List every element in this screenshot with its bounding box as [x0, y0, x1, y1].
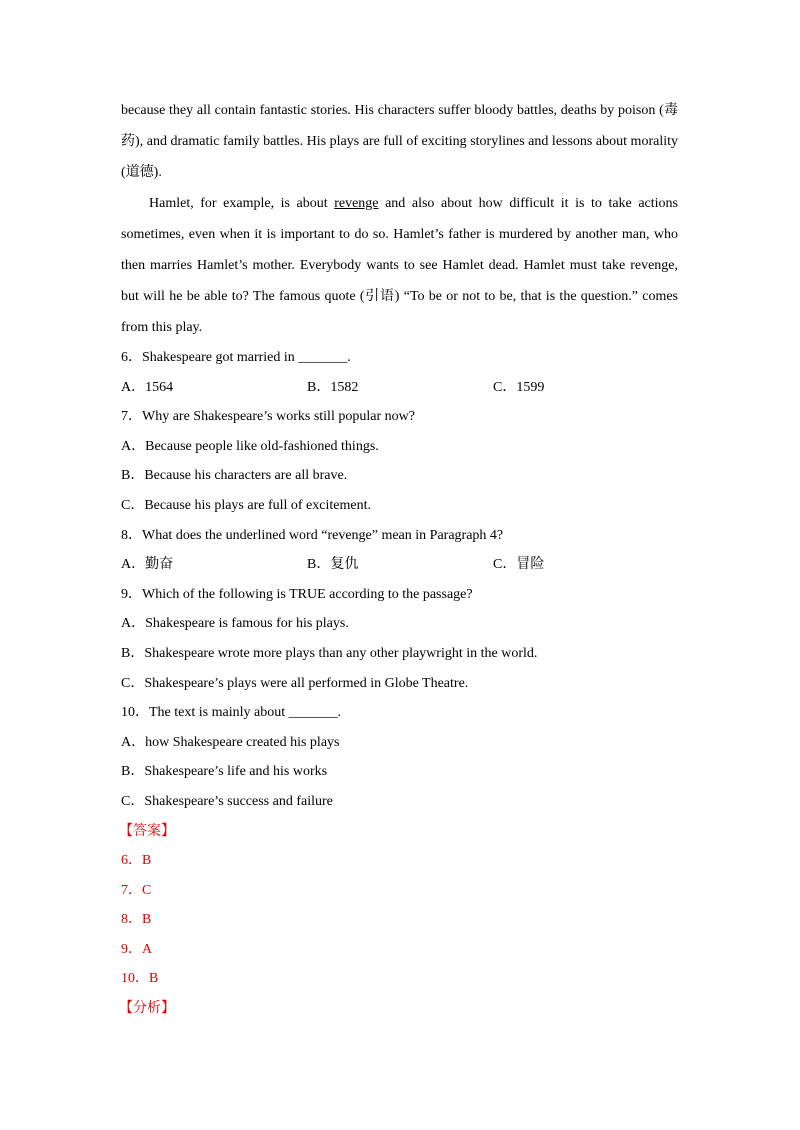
option-c: C．Because his plays are full of excitement.	[121, 497, 371, 513]
analysis-heading: 【分析】	[119, 1001, 175, 1017]
answer-item: 10．B	[121, 971, 159, 987]
option-a: A．Shakespeare is famous for his plays.	[121, 616, 349, 632]
question-6-options	[121, 373, 678, 403]
option-b: B．Shakespeare wrote more plays than any other playwright in the world.	[121, 645, 538, 661]
answer-item: 7．C	[121, 882, 152, 898]
question-8-options	[121, 550, 678, 580]
option-a: A．1564	[121, 379, 174, 395]
answer-item: 6．B	[121, 853, 152, 869]
passage-paragraph-3: because they all contain fantastic stories. His characters suffer bloody battles, deaths by poison (毒药), and dramatic family battles. His plays are full of exciting storylines and lessons about morality (道德).	[121, 103, 678, 180]
question-8-stem: 8．What does the underlined word “revenge” mean in Paragraph 4?	[121, 527, 504, 543]
option-b: B．1582	[307, 379, 359, 395]
question-9-stem: 9．Which of the following is TRUE according to the passage?	[121, 586, 473, 602]
underlined-word: revenge	[334, 196, 379, 211]
option-b: B．复仇	[307, 557, 359, 573]
option-a: A．Because people like old-fashioned things.	[121, 438, 379, 454]
answer-item: 8．B	[121, 912, 152, 928]
paragraph-text: Hamlet, for example, is about	[149, 196, 335, 211]
option-a: A．勤奋	[121, 557, 174, 573]
option-a: A．how Shakespeare created his plays	[121, 734, 340, 750]
document-page	[121, 95, 678, 1024]
option-c: C．冒险	[493, 557, 545, 573]
paragraph-text: and also about how difficult it is to take actions sometimes, even when it is important to do so. Hamlet’s father is murdered by another man, who then marries Hamlet’s mother. Everybody wants to see Hamlet dead. Hamlet must take revenge, but will he be able to? The famous quote (引语) “To be or not to be, that is the question.” comes from this play.	[121, 196, 678, 335]
answer-item: 9．A	[121, 941, 153, 957]
option-c: C．Shakespeare’s success and failure	[121, 793, 333, 809]
option-b: B．Shakespeare’s life and his works	[121, 764, 328, 780]
question-7-stem: 7．Why are Shakespeare’s works still popular now?	[121, 409, 415, 425]
answer-heading: 【答案】	[119, 823, 175, 839]
option-c: C．1599	[493, 379, 545, 395]
question-10-stem: 10．The text is mainly about _______.	[121, 705, 342, 721]
option-b: B．Because his characters are all brave.	[121, 468, 348, 484]
option-c: C．Shakespeare’s plays were all performed in Globe Theatre.	[121, 675, 469, 691]
question-6-stem: 6．Shakespeare got married in _______.	[121, 350, 351, 365]
passage-paragraph-4	[121, 188, 678, 343]
